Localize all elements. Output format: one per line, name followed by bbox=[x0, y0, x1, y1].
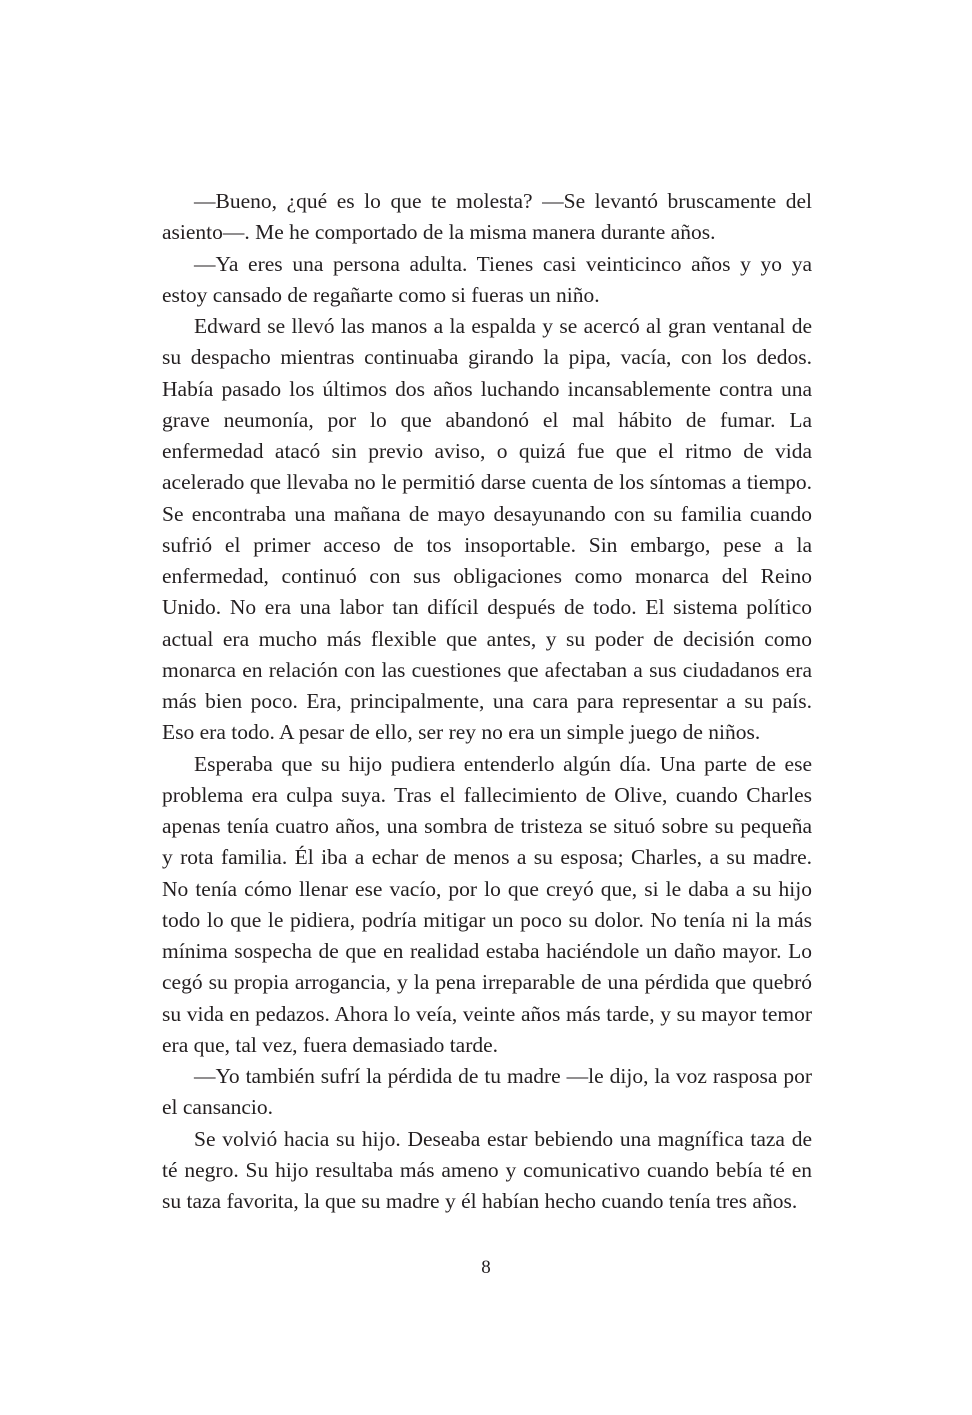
paragraph-5: —Yo también sufrí la pérdida de tu madre —le dijo, la voz rasposa por el cansancio. bbox=[162, 1064, 812, 1120]
paragraph-2: —Ya eres una persona adulta. Tienes casi veinticinco años y yo ya estoy cansado de regañarte como si fueras un niño. bbox=[162, 251, 812, 307]
body-text bbox=[162, 186, 812, 1217]
paragraph-4: Esperaba que su hijo pudiera entenderlo algún día. Una parte de ese problema era culpa suya. Tras el fallecimiento de Olive, cuando Charles apenas tenía cuatro años, una sombra de tristeza se situó sobre su pequeña y rota familia. Él iba a echar de menos a su esposa; Charles, a su madre. No tenía cómo llenar ese vacío, por lo que creyó que, si le daba a su hijo todo lo que le pidiera, podría mitigar un poco su dolor. No tenía ni la más mínima sospecha de que en realidad estaba haciéndole un daño mayor. Lo cegó su propia arrogancia, y la pena irreparable de una pérdida que quebró su vida en pedazos. Ahora lo veía, veinte años más tarde, y su mayor temor era que, tal vez, fuera demasiado tarde. bbox=[162, 751, 812, 1057]
page-number: 8 bbox=[481, 1257, 491, 1278]
paragraph-6: Se volvió hacia su hijo. Deseaba estar bebiendo una magnífica taza de té negro. Su hijo resultaba más ameno y comunicativo cuando bebía té en su taza favorita, la que su madre y él habían hecho cuando tenía tres años. bbox=[162, 1126, 812, 1213]
paragraph-1: —Bueno, ¿qué es lo que te molesta? —Se levantó bruscamente del asiento—. Me he comportado de la misma manera durante años. bbox=[162, 189, 812, 245]
paragraph-3: Edward se llevó las manos a la espalda y se acercó al gran ventanal de su despacho mientras continuaba girando la pipa, vacía, con los dedos. Había pasado los últimos dos años luchando incansablemente contra una grave neumonía, por lo que abandonó el mal hábito de fumar. La enfermedad atacó sin previo aviso, o quizá fue que el ritmo de vida acelerado que llevaba no le permitió darse cuenta de los síntomas a tiempo. Se encontraba una mañana de mayo desayunando con su familia cuando sufrió el primer acceso de tos insoportable. Sin embargo, pese a la enfermedad, continuó con sus obligaciones como monarca del Reino Unido. No era una labor tan difícil después de todo. El sistema político actual era mucho más flexible que antes, y su poder de decisión como monarca en relación con las cuestiones que afectaban a sus ciudadanos era más bien poco. Era, principalmente, una cara para representar a su país. Eso era todo. A pesar de ello, ser rey no era un simple juego de niños. bbox=[162, 314, 812, 745]
